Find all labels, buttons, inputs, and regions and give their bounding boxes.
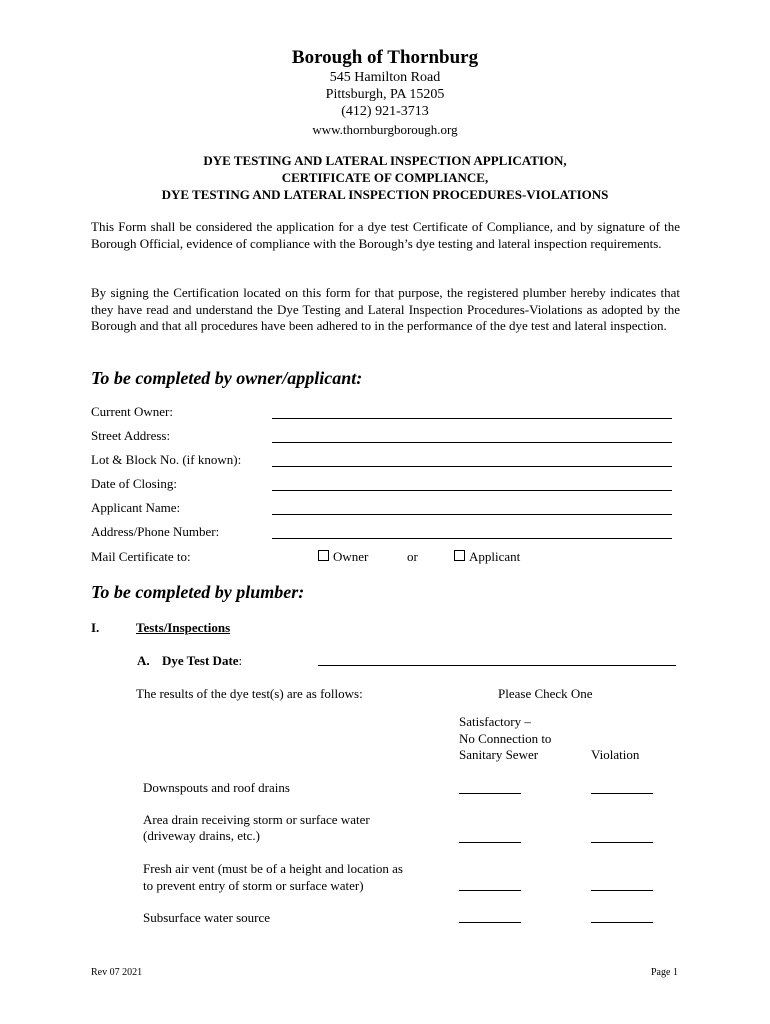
applicant-option-label: Applicant [469, 549, 521, 564]
applicant-name-field[interactable] [272, 514, 672, 515]
address-line-2: Pittsburgh, PA 15205 [325, 87, 445, 102]
street-address-label: Street Address: [91, 428, 171, 443]
address-phone-label: Address/Phone Number: [91, 524, 220, 539]
mail-owner-option[interactable] [318, 549, 368, 565]
row-subsurface-satisfactory-field[interactable] [459, 922, 521, 923]
results-intro: The results of the dye test(s) are as follows: [136, 686, 363, 701]
row-subsurface-label: Subsurface water source [143, 910, 271, 925]
row-area-drain-satisfactory-field[interactable] [459, 842, 521, 843]
item-a-label: A. [137, 653, 150, 668]
doc-title-line-3: DYE TESTING AND LATERAL INSPECTION PROCEDURES-VIOLATIONS [161, 187, 609, 202]
owner-checkbox[interactable] [318, 550, 329, 561]
doc-title-line-1: DYE TESTING AND LATERAL INSPECTION APPLICATION, [203, 153, 567, 168]
revision-label: Rev 07 2021 [91, 967, 143, 978]
plumber-section-heading: To be completed by plumber: [91, 582, 305, 602]
date-of-closing-label: Date of Closing: [91, 476, 177, 491]
mail-certificate-label: Mail Certificate to: [91, 549, 191, 564]
org-name: Borough of Thornburg [291, 47, 479, 68]
section-title: Tests/Inspections [136, 620, 231, 635]
address-phone-field[interactable] [272, 538, 672, 539]
page-number: Page 1 [651, 967, 678, 978]
current-owner-field[interactable] [272, 418, 672, 419]
dye-test-date-field[interactable] [318, 665, 676, 666]
row-area-drain-label-2: (driveway drains, etc.) [143, 828, 260, 843]
row-downspouts-violation-field[interactable] [591, 793, 653, 794]
owner-option-label: Owner [333, 549, 369, 564]
col-header-satisfactory-1: Satisfactory – [459, 714, 531, 729]
col-header-satisfactory-3: Sanitary Sewer [459, 747, 539, 762]
street-address-field[interactable] [272, 442, 672, 443]
date-of-closing-field[interactable] [272, 490, 672, 491]
col-header-satisfactory-2: No Connection to [459, 731, 552, 746]
applicant-name-label: Applicant Name: [91, 500, 181, 515]
row-fresh-air-label-1: Fresh air vent (must be of a height and location as [143, 861, 403, 876]
row-fresh-air-satisfactory-field[interactable] [459, 890, 521, 891]
row-subsurface-violation-field[interactable] [591, 922, 653, 923]
section-number: I. [91, 620, 100, 635]
lot-block-field[interactable] [272, 466, 672, 467]
row-area-drain-violation-field[interactable] [591, 842, 653, 843]
row-fresh-air-violation-field[interactable] [591, 890, 653, 891]
applicant-checkbox[interactable] [454, 550, 465, 561]
phone-number: (412) 921-3713 [341, 104, 429, 119]
dye-test-date-title: Dye Test Date [162, 653, 239, 668]
row-downspouts-satisfactory-field[interactable] [459, 793, 521, 794]
dye-test-date-colon: : [238, 653, 243, 668]
col-header-violation: Violation [591, 747, 640, 762]
address-line-1: 545 Hamilton Road [329, 70, 441, 85]
dye-test-date-label [162, 653, 242, 669]
current-owner-label: Current Owner: [91, 404, 173, 419]
doc-title-line-2: CERTIFICATE OF COMPLIANCE, [281, 170, 489, 185]
mail-applicant-option[interactable] [454, 549, 520, 565]
owner-section-heading: To be completed by owner/applicant: [91, 368, 363, 388]
website: www.thornburgborough.org [312, 122, 458, 137]
row-area-drain-label-1: Area drain receiving storm or surface water [143, 812, 370, 827]
lot-block-label: Lot & Block No. (if known): [91, 452, 242, 467]
please-check-one: Please Check One [498, 686, 593, 701]
row-fresh-air-label-2: to prevent entry of storm or surface water) [143, 878, 364, 893]
intro-paragraph: This Form shall be considered the application for a dye test Certificate of Compliance, and by signature of the Borough Official, evidence of compliance with the Borough’s dye testing and lateral inspection requirements. [91, 219, 680, 251]
row-downspouts-label: Downspouts and roof drains [143, 780, 290, 795]
certification-paragraph: By signing the Certification located on this form for that purpose, the registered plumber hereby indicates that they have read and understand the Dye Testing and Lateral Inspection Procedures-Violations as adopted by the Borough and that all procedures have been adhered to in the performance of the dye test and lateral inspection. [91, 285, 680, 333]
or-text: or [407, 549, 418, 564]
